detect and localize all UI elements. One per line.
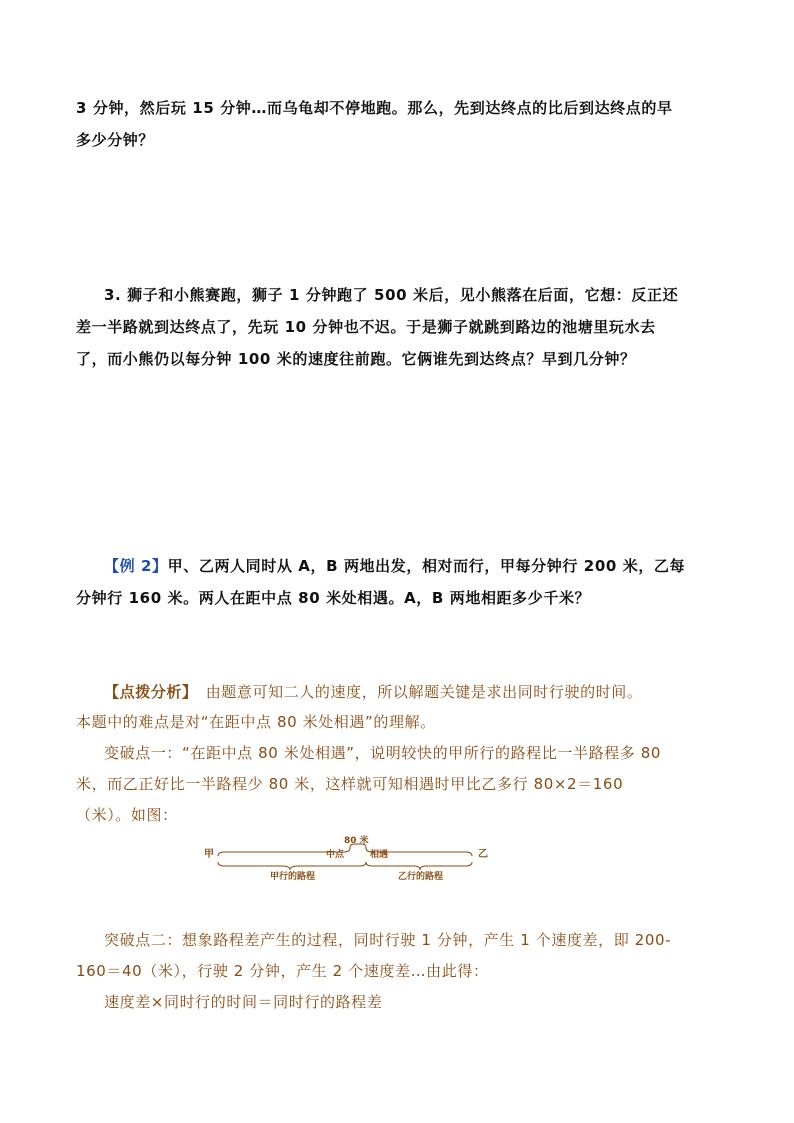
example-2-line-2: 分钟行 160 米。两人在距中点 80 米处相遇。A，B 两地相距多少千米？ xyxy=(76,589,591,607)
problem-2-line-2: 多少分钟？ xyxy=(76,131,155,149)
start-label-jia: 甲 xyxy=(204,849,214,860)
route-diagram xyxy=(204,836,494,886)
jia-route-label: 甲行的路程 xyxy=(270,872,316,882)
problem-3-line-1: 3. 狮子和小熊赛跑，狮子 1 分钟跑了 500 米后，见小熊落在后面，它想：反正还 xyxy=(104,286,679,304)
problem-2-line-1: 3 分钟，然后玩 15 分钟…而乌龟却不停地跑。那么，先到达终点的比后到达终点的早 xyxy=(76,99,673,117)
problem-3-line-3: 了，而小熊仍以每分钟 100 米的速度往前跑。它俩谁先到达终点？早到几分钟？ xyxy=(76,350,636,368)
example-2-line-1 xyxy=(104,554,685,578)
yi-route-label: 乙行的路程 xyxy=(398,872,444,882)
analysis-line-1 xyxy=(104,680,643,704)
midpoint-label: 中点 xyxy=(326,850,345,860)
end-label-yi: 乙 xyxy=(478,849,488,860)
analysis-text-1: 由题意可知二人的速度，所以解题关键是求出同时行驶的时间。 xyxy=(190,683,643,701)
example-2-text-1: 甲、乙两人同时从 A，B 两地出发，相对而行，甲每分钟行 200 米，乙每 xyxy=(167,557,686,575)
bottom-brace-jia xyxy=(218,862,366,870)
analysis-line-7: 160＝40（米），行驶 2 分钟，产生 2 个速度差…由此得： xyxy=(76,962,489,980)
analysis-line-2: 本题中的难点是对“在距中点 80 米处相遇”的理解。 xyxy=(76,713,436,731)
analysis-line-6: 突破点二：想象路程差产生的过程，同时行驶 1 分钟，产生 1 个速度差，即 200- xyxy=(104,931,672,949)
analysis-tag: 【点拨分析】 xyxy=(104,683,191,701)
example-2-tag: 【例 2】 xyxy=(104,557,168,575)
analysis-line-8: 速度差×同时行的时间＝同时行的路程差 xyxy=(104,993,383,1011)
analysis-line-4: 米，而乙正好比一半路程少 80 米，这样就可知相遇时甲比乙多行 80×2＝160 xyxy=(76,775,624,793)
bottom-brace-yi xyxy=(366,862,472,870)
analysis-line-5: （米）。如图： xyxy=(76,806,178,824)
analysis-line-3: 变破点一：“在距中点 80 米处相遇”，说明较快的甲所行的路程比一半路程多 80 xyxy=(104,744,662,762)
gap-label: 80 米 xyxy=(344,836,369,846)
meet-label: 相遇 xyxy=(370,850,389,860)
problem-3-line-2: 差一半路就到达终点了，先玩 10 分钟也不迟。于是狮子就跳到路边的池塘里玩水去 xyxy=(76,318,656,336)
